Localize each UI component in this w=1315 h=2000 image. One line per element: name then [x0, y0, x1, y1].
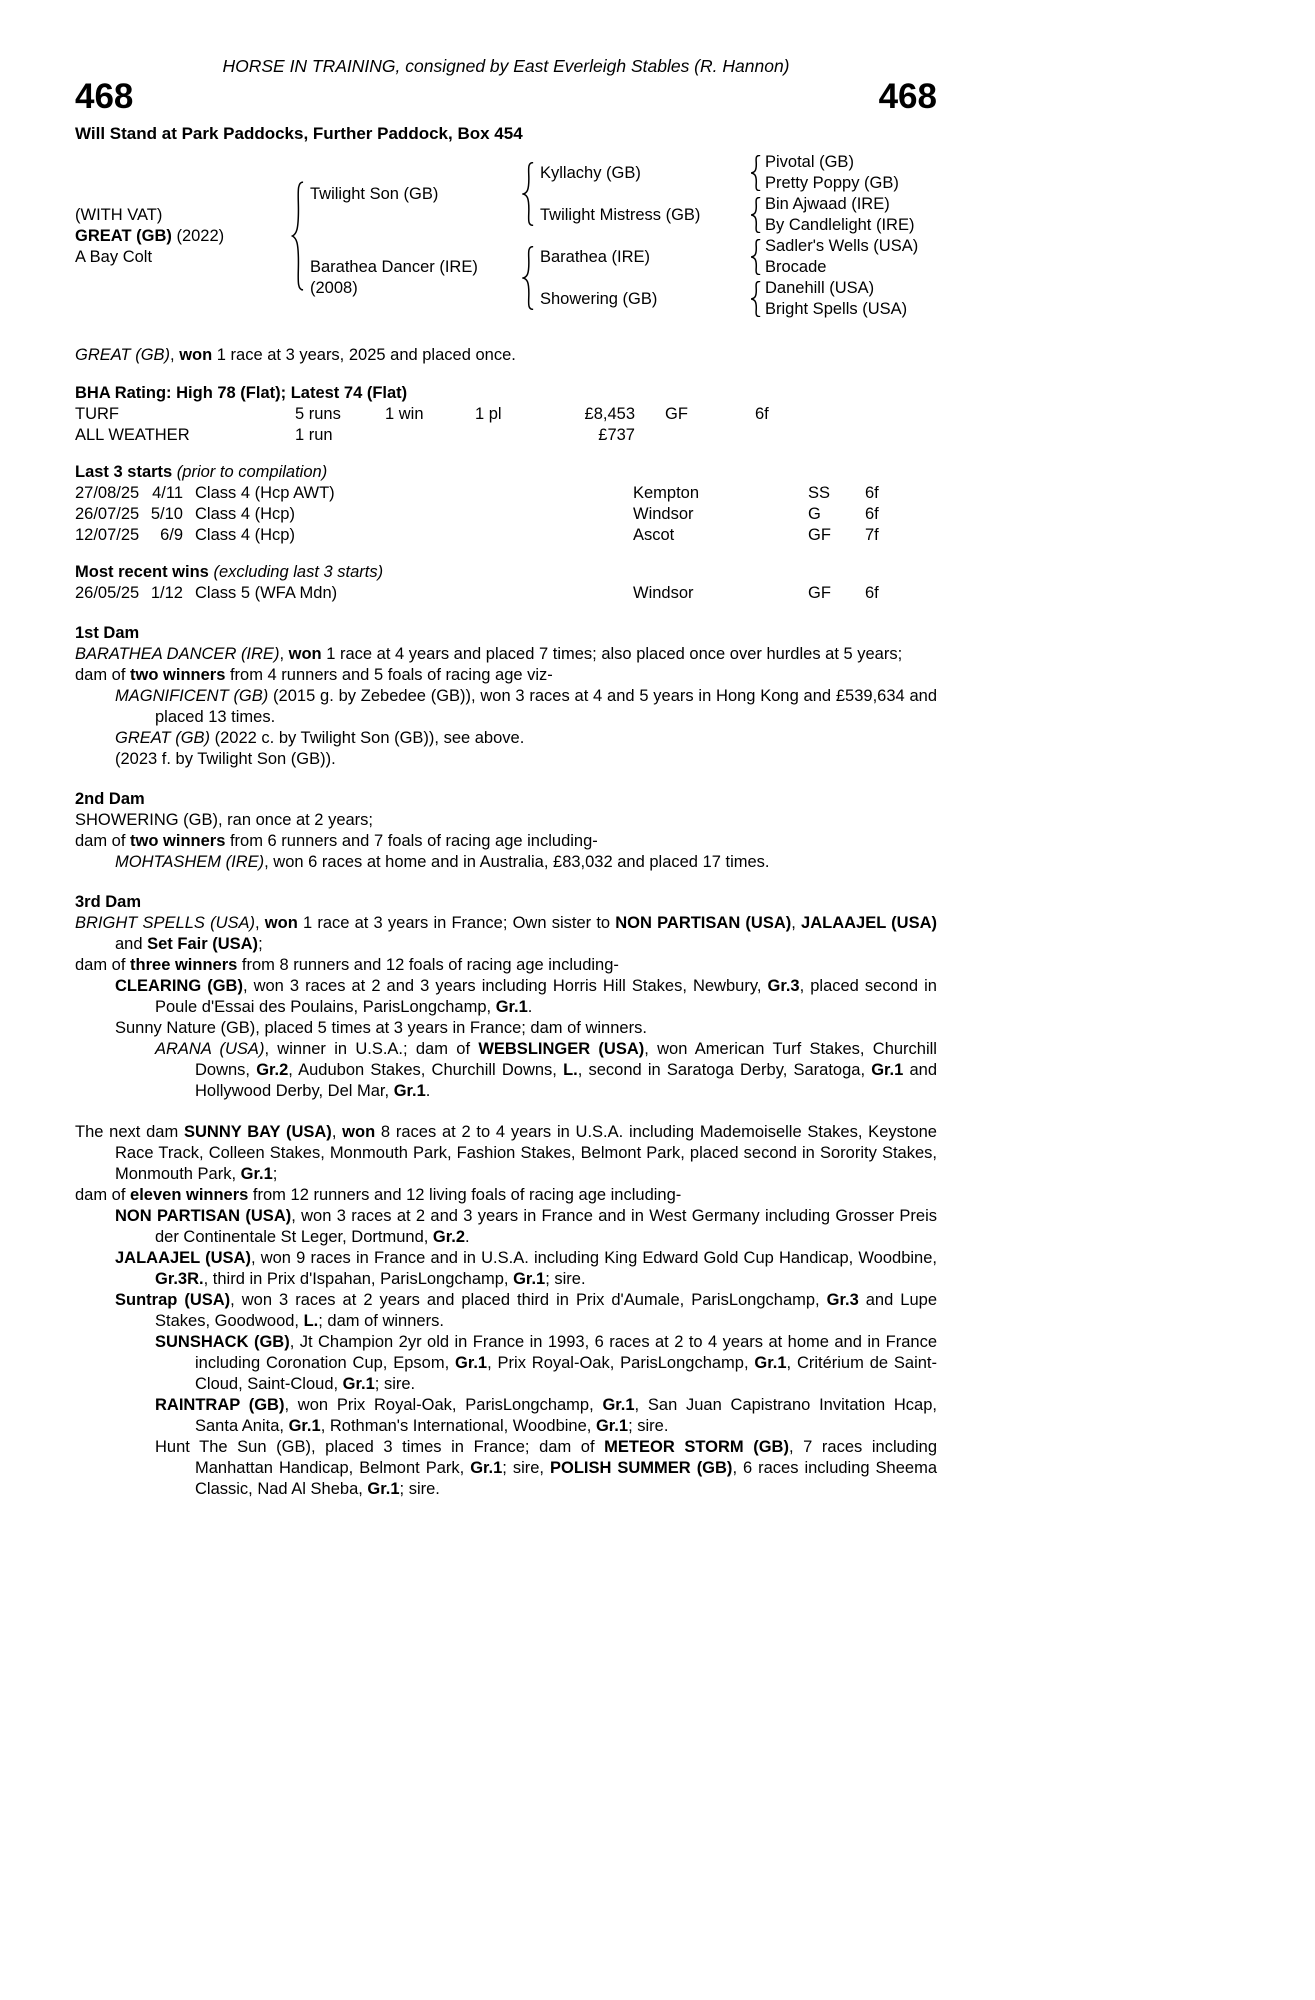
- win-position: 1/12: [150, 584, 183, 602]
- pedigree-brace-gp1: [745, 152, 765, 194]
- progeny-magnificent: MAGNIFICENT (GB) (2015 g. by Zebedee (GB)), won 3 races at 4 and 5 years in Hong Kong and £539,634 and placed 13 times.: [115, 687, 937, 726]
- last-starts-heading: Last 3 starts (prior to compilation): [75, 463, 328, 481]
- progeny-suntrap: Suntrap (USA), won 3 races at 2 years and placed third in Prix d'Aumale, ParisLongchamp, Gr.3 and Lupe Stakes, Goodwood, L.; dam of winners.: [115, 1291, 937, 1330]
- record-surface: ALL WEATHER: [75, 426, 190, 444]
- pedigree-ancestor: Danehill (USA): [765, 279, 875, 297]
- pedigree-ancestor: Bin Ajwaad (IRE): [765, 195, 890, 213]
- start-date: 26/07/25: [75, 505, 140, 523]
- record-places: 1 pl: [475, 405, 502, 423]
- pedigree-table: [75, 152, 937, 320]
- progeny-non-partisan: NON PARTISAN (USA), won 3 races at 2 and 3 years in France and in West Germany including Grosser Preis der Continentale St Leger, Dortmund, Gr.2.: [115, 1207, 937, 1246]
- pedigree-dam: [310, 236, 515, 320]
- pedigree-brace-gp2: [745, 194, 765, 236]
- pedigree-ancestor: Bright Spells (USA): [765, 300, 908, 318]
- race-record-table: [75, 404, 937, 446]
- record-earnings: £8,453: [584, 405, 635, 423]
- pedigree-ancestor: Pretty Poppy (GB): [765, 174, 899, 192]
- start-course: Ascot: [633, 526, 675, 544]
- record-wins: [385, 425, 475, 446]
- lot-number-right: 468: [878, 77, 937, 116]
- progeny-mohtashem: MOHTASHEM (IRE), won 6 races at home and in Australia, £83,032 and placed 17 times.: [115, 853, 770, 871]
- dam1-produce-line: dam of two winners from 4 runners and 5 foals of racing age viz-: [75, 666, 553, 684]
- consignor-line: HORSE IN TRAINING, consigned by East Everleigh Stables (R. Hannon): [222, 56, 790, 76]
- vat-note: (WITH VAT): [75, 205, 163, 224]
- record-runs: 1 run: [295, 426, 333, 444]
- record-surface: TURF: [75, 405, 119, 423]
- start-going: GF: [808, 526, 831, 544]
- start-date: 27/08/25: [75, 484, 140, 502]
- next-dam-lead-paragraph: The next dam SUNNY BAY (USA), won 8 races at 2 to 4 years in U.S.A. including Mademoiselle Stakes, Keystone Race Track, Colleen Stakes, Monmouth Park, Fashion Stakes, Belmont Park, placed second in Sorority Stakes, Monmouth Park, Gr.1;: [75, 1123, 937, 1183]
- start-going: G: [808, 505, 821, 523]
- progeny-jalaajel: JALAAJEL (USA), won 9 races in France and in U.S.A. including King Edward Gold Cup Handicap, Woodbine, Gr.3R., third in Prix d'Ispahan, ParisLongchamp, Gr.1; sire.: [115, 1249, 937, 1288]
- recent-wins-table: [75, 583, 937, 604]
- start-position: 6/9: [160, 526, 183, 544]
- start-going: SS: [808, 484, 831, 502]
- pedigree-brace-gp3: [745, 236, 765, 278]
- pedigree-sire-sire: Kyllachy (GB): [540, 163, 641, 182]
- dam3-lead-paragraph: BRIGHT SPELLS (USA), won 1 race at 3 years in France; Own sister to NON PARTISAN (USA), JALAAJEL (USA) and Set Fair (USA);: [75, 914, 938, 953]
- progeny-raintrap: RAINTRAP (GB), won Prix Royal-Oak, ParisLongchamp, Gr.1, San Juan Capistrano Invitation Hcap, Santa Anita, Gr.1, Rothman's International, Woodbine, Gr.1; sire.: [155, 1396, 937, 1435]
- section-2nd-dam-heading: 2nd Dam: [75, 790, 145, 808]
- bha-rating-line: BHA Rating: High 78 (Flat); Latest 74 (Flat): [75, 384, 408, 402]
- pedigree-dam-dam: Showering (GB): [540, 289, 658, 308]
- progeny-hunt-the-sun: Hunt The Sun (GB), placed 3 times in France; dam of METEOR STORM (GB), 7 races including Manhattan Handicap, Belmont Park, Gr.1; sire, POLISH SUMMER (GB), 6 races including Sheema Classic, Nad Al Sheba, Gr.1; sire.: [155, 1438, 937, 1498]
- start-position: 5/10: [150, 505, 183, 523]
- record-distance: 6f: [755, 405, 769, 423]
- dam2-produce-line: dam of two winners from 6 runners and 7 foals of racing age including-: [75, 832, 598, 850]
- progeny-clearing: CLEARING (GB), won 3 races at 2 and 3 years including Horris Hill Stakes, Newbury, Gr.3, placed second in Poule d'Essai des Poulains, ParisLongchamp, Gr.1.: [115, 977, 937, 1016]
- race-summary-line: GREAT (GB), won 1 race at 3 years, 2025 and placed once.: [75, 346, 516, 364]
- stand-location: Will Stand at Park Paddocks, Further Paddock, Box 454: [75, 124, 523, 143]
- start-course: Windsor: [633, 505, 694, 523]
- pedigree-sire: Twilight Son (GB): [310, 184, 439, 203]
- dam2-lead-paragraph: SHOWERING (GB), ran once at 2 years;: [75, 811, 373, 829]
- pedigree-dam-year: (2008): [310, 279, 358, 297]
- record-distance: [755, 425, 937, 446]
- start-course: Kempton: [633, 484, 700, 502]
- start-position: 4/11: [152, 484, 183, 502]
- lot-number-left: 468: [75, 77, 134, 116]
- record-places: [475, 425, 545, 446]
- start-date: 12/07/25: [75, 526, 140, 544]
- progeny-sunshack: SUNSHACK (GB), Jt Champion 2yr old in France in 1993, 6 races at 2 to 4 years at home and in France including Coronation Cup, Epsom, Gr.1, Prix Royal-Oak, ParisLongchamp, Gr.1, Critérium de Saint-Cloud, Saint-Cloud, Gr.1; sire.: [155, 1333, 937, 1393]
- win-class: Class 5 (WFA Mdn): [195, 584, 338, 602]
- pedigree-brace-dam: [515, 236, 540, 320]
- pedigree-dam-name: Barathea Dancer (IRE): [310, 258, 478, 276]
- pedigree-ancestor: Brocade: [765, 258, 827, 276]
- pedigree-dam-sire: Barathea (IRE): [540, 247, 651, 266]
- dam3-produce-line: dam of three winners from 8 runners and 12 foals of racing age including-: [75, 956, 619, 974]
- lot-number-row: [75, 77, 937, 117]
- pedigree-brace-subject: [285, 152, 310, 320]
- progeny-sunny-nature: Sunny Nature (GB), placed 5 times at 3 years in France; dam of winners.: [115, 1019, 647, 1037]
- win-going: GF: [808, 584, 831, 602]
- pedigree-brace-gp4: [745, 278, 765, 320]
- pedigree-ancestor: Pivotal (GB): [765, 153, 854, 171]
- dam1-lead-paragraph: BARATHEA DANCER (IRE), won 1 race at 4 years and placed 7 times; also placed once over hurdles at 5 years;: [75, 645, 903, 663]
- record-wins: 1 win: [385, 405, 424, 423]
- start-class: Class 4 (Hcp AWT): [195, 484, 335, 502]
- record-going: GF: [665, 405, 688, 423]
- record-going: [635, 425, 755, 446]
- horse-description: A Bay Colt: [75, 247, 153, 266]
- horse-name: GREAT (GB): [75, 226, 172, 245]
- pedigree-sire-dam: Twilight Mistress (GB): [540, 205, 701, 224]
- last-starts-table: [75, 483, 937, 546]
- section-1st-dam-heading: 1st Dam: [75, 624, 140, 642]
- next-dam-produce-line: dam of eleven winners from 12 runners and 12 living foals of racing age including-: [75, 1186, 682, 1204]
- horse-year: (2022): [176, 226, 225, 245]
- win-course: Windsor: [633, 584, 694, 602]
- record-runs: 5 runs: [295, 405, 341, 423]
- progeny-great: GREAT (GB) (2022 c. by Twilight Son (GB)), see above.: [115, 729, 525, 747]
- pedigree-brace-sire: [515, 152, 540, 236]
- start-distance: 6f: [865, 484, 879, 502]
- pedigree-ancestor: Sadler's Wells (USA): [765, 237, 919, 255]
- win-date: 26/05/25: [75, 584, 140, 602]
- record-earnings: £737: [598, 426, 635, 444]
- win-distance: 6f: [865, 584, 879, 602]
- pedigree-ancestor: By Candlelight (IRE): [765, 216, 915, 234]
- start-class: Class 4 (Hcp): [195, 526, 295, 544]
- pedigree-subject: [75, 152, 285, 320]
- section-3rd-dam-heading: 3rd Dam: [75, 893, 142, 911]
- progeny-2023-filly: (2023 f. by Twilight Son (GB)).: [115, 750, 336, 768]
- progeny-arana: ARANA (USA), winner in U.S.A.; dam of WEBSLINGER (USA), won American Turf Stakes, Churchill Downs, Gr.2, Audubon Stakes, Churchill Downs, L., second in Saratoga Derby, Saratoga, Gr.1 and Hollywood Derby, Del Mar, Gr.1.: [155, 1040, 937, 1100]
- start-distance: 7f: [865, 526, 879, 544]
- recent-wins-heading: Most recent wins (excluding last 3 starts): [75, 563, 384, 581]
- start-distance: 6f: [865, 505, 879, 523]
- start-class: Class 4 (Hcp): [195, 505, 295, 523]
